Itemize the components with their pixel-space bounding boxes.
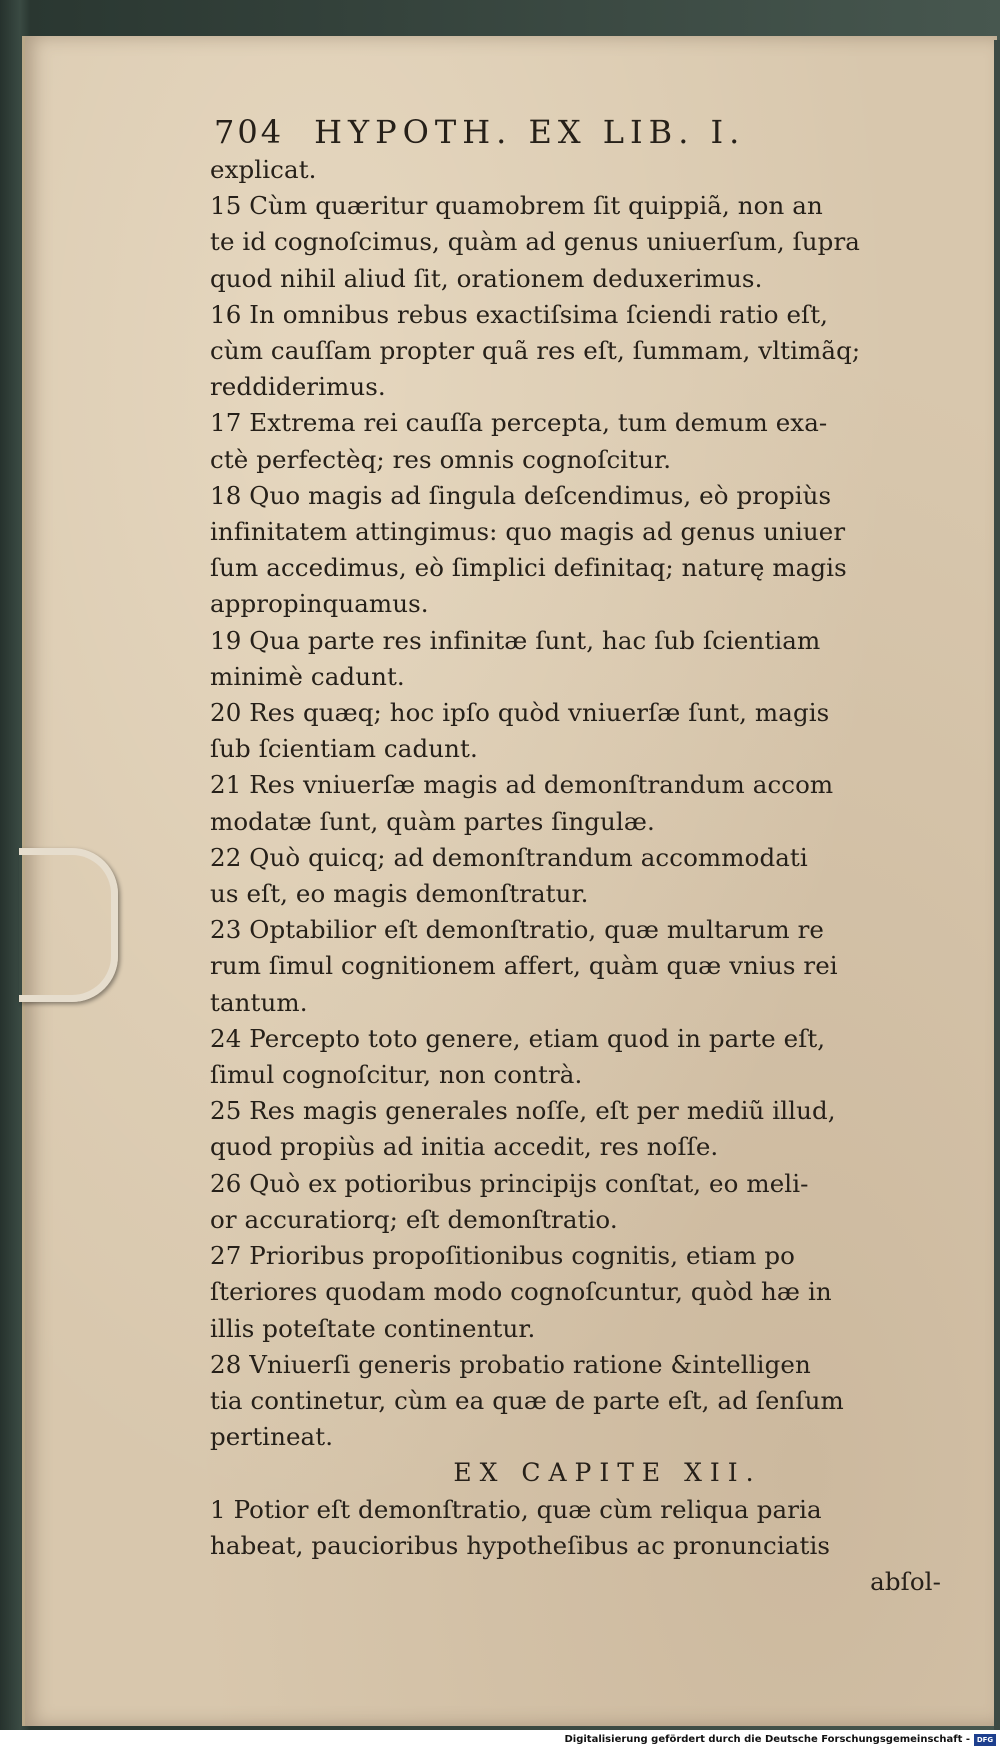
text-line: minimè cadunt. xyxy=(210,661,405,691)
body-lines xyxy=(210,152,945,1455)
text-line: tia continetur, cùm ea quæ de parte eſt, ad ſenſum xyxy=(210,1385,844,1415)
text-line: 20 Res quæq; hoc ipſo quòd vniuerſæ ſunt, magis xyxy=(210,698,830,728)
text-line: habeat, paucioribus hypotheſibus ac pronunciatis xyxy=(210,1530,831,1560)
text-line: 27 Prioribus propoſitionibus cognitis, etiam po xyxy=(210,1241,796,1271)
page-number: 704 xyxy=(214,113,285,151)
text-line: pertineat. xyxy=(210,1422,334,1452)
text-line: quod propiùs ad initia accedit, res noſſe. xyxy=(210,1132,719,1162)
text-line: 26 Quò ex potioribus principijs conſtat, eo meli- xyxy=(210,1168,809,1198)
text-line: 1 Potior eſt demonſtratio, quæ cùm reliqua paria xyxy=(210,1494,822,1524)
text-line: 19 Qua parte res infinitæ ſunt, hac ſub ſcientiam xyxy=(210,625,821,655)
chapter-lines xyxy=(210,1492,945,1564)
text-line: 15 Cùm quæritur quamobrem ſit quippiã, non an xyxy=(210,191,823,221)
text-line: explicat. xyxy=(210,155,317,184)
text-line: cùm cauſſam propter quã res eſt, ſummam, vltimãq; xyxy=(210,336,861,366)
text-line: 28 Vniuerſi generis probatio ratione &intelligen xyxy=(210,1349,811,1379)
text-line: te id cognoſcimus, quàm ad genus uniuerſum, ſupra xyxy=(210,227,860,257)
text-line: 23 Optabilior eſt demonſtratio, quæ multarum re xyxy=(210,915,825,945)
text-line: ctè perfectèq; res omnis cognoſcitur. xyxy=(210,444,672,474)
running-title: HYPOTH. EX LIB. I. xyxy=(314,113,746,151)
text-line: infinitatem attingimus: quo magis ad genus uniuer xyxy=(210,517,846,547)
text-line: quod nihil aliud ſit, orationem deduxerimus. xyxy=(210,263,763,293)
text-line: modatæ ſunt, quàm partes ſingulæ. xyxy=(210,806,655,836)
dfg-logo: DFG xyxy=(974,1734,996,1746)
text-line: or accuratiorq; eſt demonſtratio. xyxy=(210,1204,618,1234)
text-line: tantum. xyxy=(210,987,308,1017)
text-line: rum ſimul cognitionem affert, quàm quæ vnius rei xyxy=(210,951,838,981)
text-line: ſteriores quodam modo cognoſcuntur, quòd hæ in xyxy=(210,1277,832,1307)
text-line: 16 In omnibus rebus exactiſsima ſciendi ratio eſt, xyxy=(210,299,829,329)
text-line: 17 Extrema rei cauſſa percepta, tum demum exa- xyxy=(210,408,828,438)
text-line: 21 Res vniuerſæ magis ad demonſtrandum accom xyxy=(210,770,834,800)
text-line: ſub ſcientiam cadunt. xyxy=(210,734,478,764)
text-line: 24 Percepto toto genere, etiam quod in parte eſt, xyxy=(210,1023,826,1053)
digitization-footer xyxy=(0,1730,1000,1752)
text-line: 18 Quo magis ad ſingula deſcendimus, eò propiùs xyxy=(210,480,832,510)
chapter-heading: EX CAPITE XII. xyxy=(453,1458,762,1488)
text-line: ſimul cognoſcitur, non contrà. xyxy=(210,1060,583,1090)
catchword: abſol- xyxy=(870,1566,941,1596)
funding-credit: Digitalisierung gefördert durch die Deutsche Forschungsgemeinschaft - xyxy=(564,1734,970,1745)
text-line: ſum accedimus, eò ſimplici definitaq; naturę magis xyxy=(210,553,847,583)
text-line: us eſt, eo magis demonſtratur. xyxy=(210,879,589,909)
text-line: illis poteſtate continentur. xyxy=(210,1313,536,1343)
text-line: 25 Res magis generales noſſe, eſt per mediũ illud, xyxy=(210,1096,836,1126)
text-line: 22 Quò quicq; ad demonſtrandum accommodati xyxy=(210,842,808,872)
text-line: appropinquamus. xyxy=(210,589,429,619)
text-line: reddiderimus. xyxy=(210,372,386,402)
page-edge xyxy=(994,40,1000,1730)
running-header xyxy=(214,112,945,152)
page-text xyxy=(210,112,945,1600)
paper-clip-icon xyxy=(19,848,118,1002)
